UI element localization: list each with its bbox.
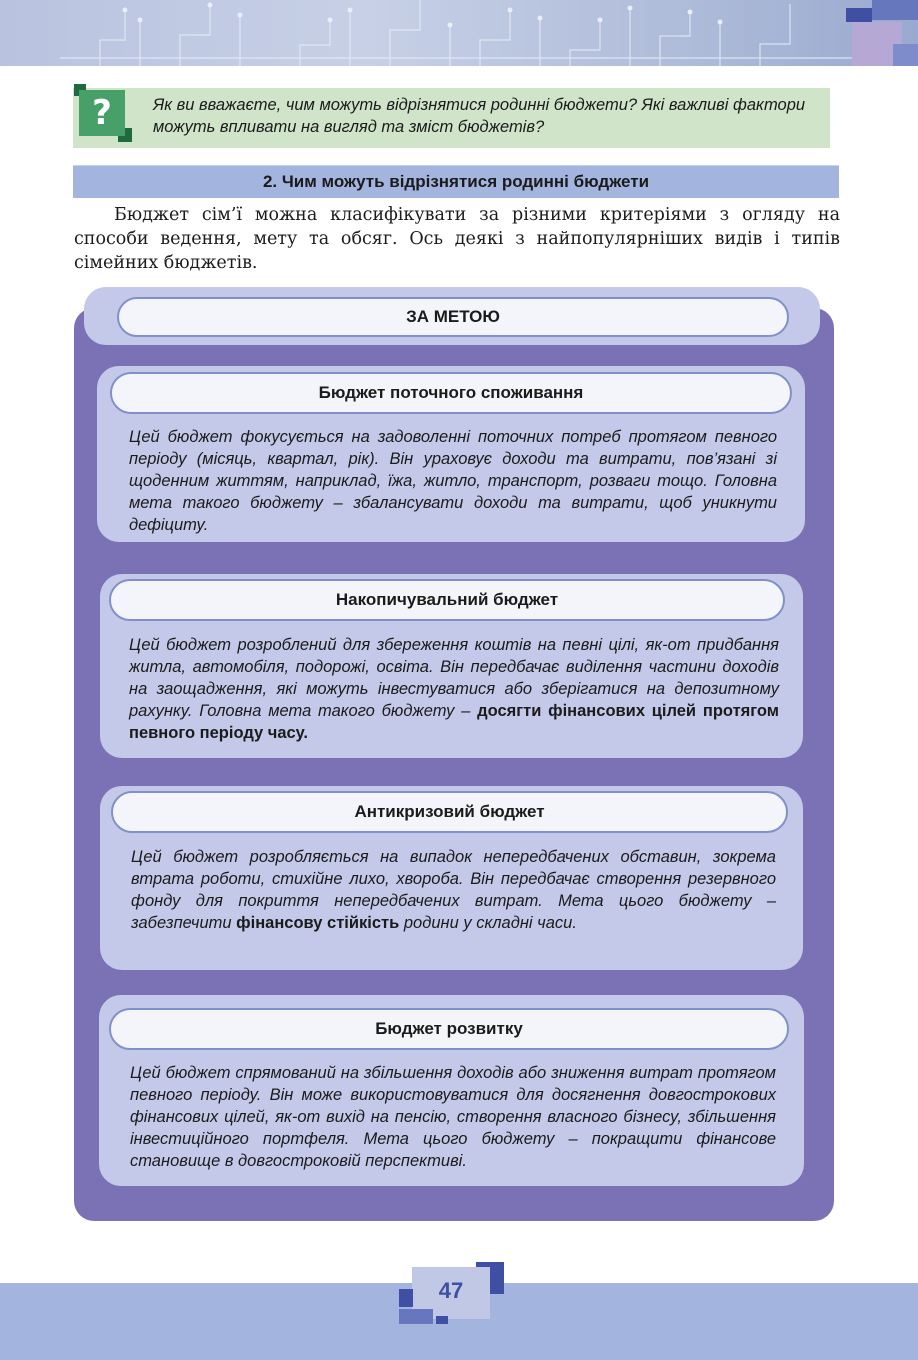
page-number-decoration (399, 1309, 433, 1324)
circuit-pattern-decoration (0, 0, 918, 66)
corner-square-decoration (893, 44, 918, 66)
panel-header-title: ЗА МЕТОЮ (117, 297, 789, 337)
card-title: Бюджет розвитку (109, 1008, 789, 1050)
section-heading: 2. Чим можуть відрізнятися родинні бюджети (73, 165, 839, 198)
corner-square-decoration (872, 0, 918, 20)
page-number-decoration (436, 1316, 448, 1324)
card-text: Цей бюджет фокусується на задоволенні поточних потреб протягом певного періоду (місяць, квартал, рік). Він ураховує доходи та витрати, пов’язані зі щоденним життям, наприклад, їжа, житло, транспорт, розваги тощо. Головна мета такого бюджету – збалансувати доходи та витрати, щоб уникнути дефіциту. (129, 428, 777, 534)
card-text-emphasis: досягти фінансових цілей протягом певного періоду часу. (129, 702, 779, 742)
card-title: Бюджет поточного споживання (110, 372, 792, 414)
page-number-decoration (399, 1289, 413, 1307)
question-mark-icon: ? (74, 84, 132, 142)
corner-square-decoration (846, 8, 872, 22)
card-text: Цей бюджет розроблений для збереження коштів на певні цілі, як-от придбання житла, автомобіля, подорожі, освіта. Він передбачає виділення частини доходів на заощадження, які можуть інвестуватися або зберігатися на депозитному рахунку. Головна мета такого бюджету – досягти фінансових цілей протягом певного періоду часу. (129, 636, 779, 742)
question-text: Як ви вважаєте, чим можуть відрізнятися родинні бюджети? Які важливі фактори можуть впливати на вигляд та зміст бюджетів? (153, 96, 806, 136)
top-decorative-banner (0, 0, 918, 66)
card-title: Антикризовий бюджет (111, 791, 788, 833)
intro-paragraph: Бюджет сім’ї можна класифікувати за різними критеріями з огляду на способи ведення, мету та обсяг. Ось деякі з найпопулярніших видів і типів сімейних бюджетів. (74, 205, 840, 273)
page-number: 47 (412, 1267, 490, 1319)
card-text: Цей бюджет спрямований на збільшення доходів або зниження витрат протягом певного періоду. Він може використовуватися для досягнення довгострокових фінансових цілей, як-от вихід на пенсію, створення власного бізнесу, збільшення інвестиційного портфеля. Мета цього бюджету – покращити фінансове становище в довгостроковій перспективі. (130, 1064, 776, 1170)
card-text: Цей бюджет розробляється на випадок непередбачених обставин, зокрема втрата роботи, стихійне лихо, хвороба. Він передбачає створення резервного фонду для покриття непередбачених витрат. Мета цього бюджету – забезпечити фінансову стійкість родини у складні часи. (131, 848, 776, 932)
card-text-emphasis: фінансову стійкість (236, 914, 400, 932)
card-title: Накопичувальний бюджет (109, 579, 785, 621)
